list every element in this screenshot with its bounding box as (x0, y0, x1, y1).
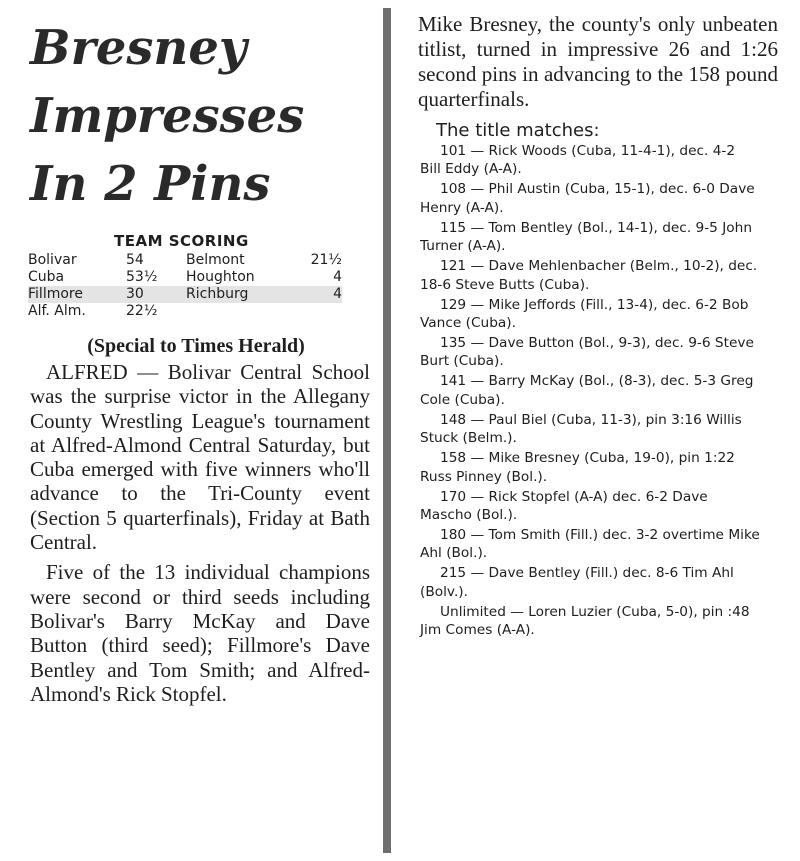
table-row (28, 269, 342, 286)
title-matches-list (402, 142, 760, 640)
table-row (28, 303, 342, 320)
article-paragraph: ALFRED — Bolivar Central School was the surprise victor in the Allegany County Wrestling League's tournament at Alfred-Almond Central Saturday, but Cuba emerged with five winners who'll advance to the Tri-County event (Section 5 quarterfinals), Friday at Bath Central. (30, 360, 370, 555)
match-result: Unlimited — Loren Luzier (Cuba, 5-0), pin :48 Jim Comes (A-A). (420, 603, 750, 639)
team-name: Richburg (186, 286, 294, 303)
team-score (294, 303, 342, 320)
team-name: Belmont (186, 252, 245, 268)
article-paragraph: Five of the 13 individual champions were second or third seeds including Bolivar's Barry McKay and Dave Button (third seed); Fillmore's Dave Bentley and Tom Smith; and Alfred-Almond's Rick Stopfel. (30, 560, 370, 706)
headline-line: Bresney (30, 20, 247, 76)
team-score: 53½ (126, 269, 158, 285)
match-result: 148 — Paul Biel (Cuba, 11-3), pin 3:16 Willis Stuck (Belm.). (420, 411, 742, 447)
match-result: 115 — Tom Bentley (Bol., 14-1), dec. 9-5 John Turner (A-A). (420, 219, 753, 255)
title-matches-heading: The title matches: (436, 120, 600, 141)
team-scoring-title: TEAM SCORING (114, 232, 249, 250)
left-column (18, 14, 374, 706)
headline-line: In 2 Pins (30, 156, 271, 212)
team-name: Fillmore (28, 286, 126, 303)
team-scoring-table (28, 252, 342, 320)
team-name: Cuba (28, 269, 65, 285)
match-result: 170 — Rick Stopfel (A-A) dec. 6-2 Dave Mascho (Bol.). (420, 488, 708, 524)
match-result: 101 — Rick Woods (Cuba, 11-4-1), dec. 4-2 Bill Eddy (A-A). (420, 143, 736, 178)
match-result: 158 — Mike Bresney (Cuba, 19-0), pin 1:22 Russ Pinney (Bol.). (420, 450, 735, 485)
team-score: 54 (126, 252, 144, 268)
match-result: 180 — Tom Smith (Fill.) dec. 3-2 overtime Mike Ahl (Bol.). (420, 527, 760, 562)
table-row (28, 286, 342, 303)
match-result: 215 — Dave Bentley (Fill.) dec. 8-6 Tim Ahl (Bolv.). (420, 565, 734, 600)
team-score: 30 (126, 286, 186, 303)
match-result: 141 — Barry McKay (Bol., (8-3), dec. 5-3 Greg Cole (Cuba). (420, 373, 754, 408)
match-result: 129 — Mike Jeffords (Fill., 13-4), dec. 6-2 Bob Vance (Cuba). (420, 296, 749, 332)
dateline-credit: (Special to Times Herald) (87, 335, 305, 357)
headline-line: Impresses (30, 88, 305, 144)
right-column (402, 12, 790, 641)
team-name: Houghton (186, 269, 255, 285)
column-divider (383, 8, 391, 853)
match-result: 135 — Dave Button (Bol., 9-3), dec. 9-6 Steve Burt (Cuba). (420, 335, 754, 370)
article-body (30, 360, 370, 706)
team-score: 4 (294, 286, 342, 303)
team-name (186, 303, 294, 320)
team-score: 4 (333, 269, 342, 285)
team-score: 21½ (310, 252, 342, 268)
match-result: 121 — Dave Mehlenbacher (Belm., 10-2), dec. 18-6 Steve Butts (Cuba). (420, 258, 758, 293)
match-result: 108 — Phil Austin (Cuba, 15-1), dec. 6-0 Dave Henry (A-A). (420, 181, 755, 216)
team-score: 22½ (126, 303, 158, 319)
article-paragraph: Mike Bresney, the county's only unbeaten titlist, turned in impressive 26 and 1:26 second pins in advancing to the 158 pound quarterfinals. (418, 12, 778, 111)
headline (30, 14, 374, 218)
team-name: Alf. Alm. (28, 303, 86, 319)
team-name: Bolivar (28, 252, 77, 268)
table-row (28, 252, 342, 269)
